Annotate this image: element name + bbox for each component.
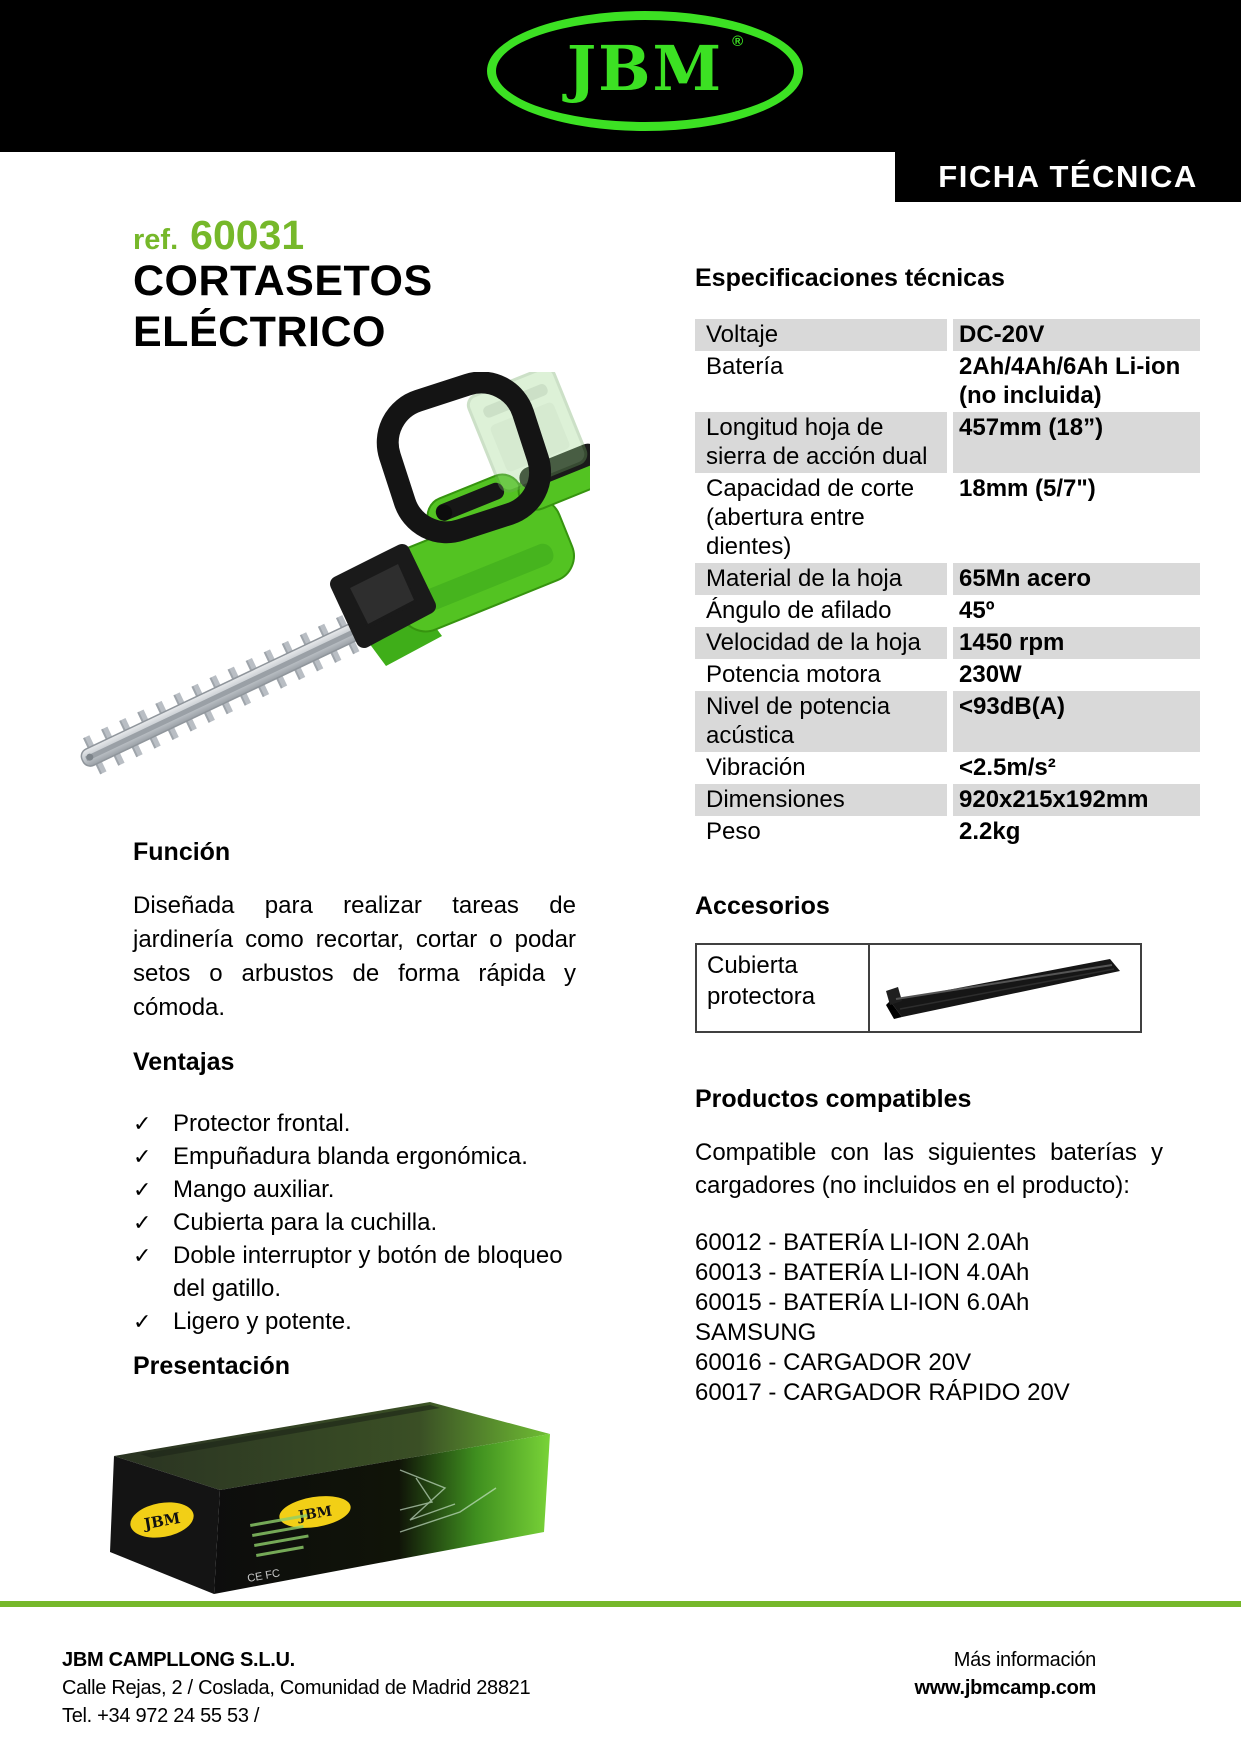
product-title-line1: CORTASETOS: [133, 257, 433, 305]
spec-value: 230W: [959, 661, 1022, 688]
list-item: 60016 - CARGADOR 20V: [695, 1349, 972, 1376]
table-row: [695, 752, 1200, 784]
accessory-table: [695, 943, 1142, 1033]
header-bar: [0, 0, 1241, 152]
specs-section: [695, 264, 1200, 848]
registered-trademark-icon: ®: [732, 33, 746, 50]
product-title: [133, 256, 433, 358]
check-icon: ✓: [133, 1210, 152, 1235]
jbm-logo: [487, 11, 803, 131]
advantage-text: Cubierta para la cuchilla.: [173, 1209, 438, 1236]
ventajas-heading: Ventajas: [133, 1048, 235, 1076]
ficha-tecnica-label: FICHA TÉCNICA: [938, 159, 1198, 194]
check-icon: ✓: [133, 1243, 152, 1268]
table-row: [695, 412, 1200, 473]
spec-value: 457mm (18”): [953, 412, 1200, 473]
compatibles-list: [695, 1228, 1140, 1408]
spec-label: Voltaje: [695, 319, 947, 351]
company-phone: Tel. +34 972 24 55 53 /: [62, 1705, 260, 1727]
spec-value: <2.5m/s²: [959, 754, 1056, 781]
blade-cover-image: [880, 951, 1130, 1025]
list-item: [133, 1173, 585, 1206]
table-row: [695, 627, 1200, 659]
spec-label: Vibración: [706, 754, 806, 781]
spec-label: Longitud hoja de sierra de acción dual: [695, 412, 947, 473]
spec-label: Peso: [706, 818, 761, 845]
ref-label: ref.: [133, 224, 179, 256]
accessory-label: Cubierta protectora: [697, 945, 870, 1031]
jbm-logo-text: [566, 32, 746, 105]
compatibles-heading: Productos compatibles: [695, 1085, 972, 1113]
company-address: Calle Rejas, 2 / Coslada, Comunidad de Madrid 28821: [62, 1677, 531, 1699]
footer-info-block: [915, 1646, 1096, 1702]
check-icon: ✓: [133, 1144, 152, 1169]
table-row: [695, 563, 1200, 595]
presentacion-heading: Presentación: [133, 1352, 291, 1380]
table-row: [695, 816, 1200, 848]
spec-value: 2Ah/4Ah/6Ah Li-ion (no incluida): [959, 353, 1181, 409]
ref-number: 60031: [190, 212, 305, 258]
specs-heading: Especificaciones técnicas: [695, 264, 1005, 292]
spec-label: Potencia motora: [706, 661, 881, 688]
accesorios-heading: Accesorios: [695, 892, 830, 920]
spec-value: DC-20V: [953, 319, 1200, 351]
specs-table: [695, 319, 1200, 848]
spec-label: Batería: [706, 353, 784, 380]
accessory-image-cell: [870, 945, 1140, 1031]
spec-value: 65Mn acero: [953, 563, 1200, 595]
list-item: 60015 - BATERÍA LI-ION 6.0Ah SAMSUNG: [695, 1289, 1030, 1346]
spec-value: 45º: [959, 597, 995, 624]
list-item: [133, 1107, 585, 1140]
advantage-text: Ligero y potente.: [173, 1308, 352, 1335]
list-item: 60013 - BATERÍA LI-ION 4.0Ah: [695, 1259, 1030, 1286]
advantage-text: Doble interruptor y botón de bloqueo del gatillo.: [173, 1242, 563, 1302]
spec-label: Dimensiones: [695, 784, 947, 816]
check-icon: ✓: [133, 1111, 152, 1136]
spec-value: 2.2kg: [959, 818, 1021, 845]
list-item: 60017 - CARGADOR RÁPIDO 20V: [695, 1379, 1070, 1406]
table-row: [695, 473, 1200, 563]
funcion-section: [133, 838, 576, 1025]
spec-label: Velocidad de la hoja: [695, 627, 947, 659]
accesorios-section: [695, 892, 1142, 1033]
spec-label: Ángulo de afilado: [706, 597, 892, 624]
spec-label: Capacidad de corte (abertura entre dientes): [706, 475, 915, 560]
table-row: [695, 659, 1200, 691]
company-name: JBM CAMPLLONG S.L.U.: [62, 1649, 295, 1671]
reference-line: [133, 212, 304, 259]
footer-company-block: [62, 1646, 530, 1730]
spec-value: <93dB(A): [953, 691, 1200, 752]
compatibles-section: [695, 1085, 1163, 1408]
spec-value: 18mm (5/7"): [959, 475, 1096, 502]
more-info-label: Más información: [953, 1649, 1096, 1671]
table-row: [695, 691, 1200, 752]
jbm-logo-word: JBM: [566, 32, 724, 105]
spec-label: Nivel de potencia acústica: [695, 691, 947, 752]
table-row: [695, 595, 1200, 627]
ficha-tecnica-banner: [895, 152, 1241, 202]
hedge-trimmer-image: [50, 372, 590, 802]
svg-text:JBM: JBM: [142, 1508, 182, 1534]
advantage-text: Empuñadura blanda ergonómica.: [173, 1143, 528, 1170]
svg-text:CE FC: CE FC: [246, 1567, 282, 1585]
list-item: [133, 1239, 585, 1305]
list-item: [133, 1140, 585, 1173]
compatibles-intro: Compatible con las siguientes baterías y cargadores (no incluidos en el producto):: [695, 1139, 1163, 1199]
check-icon: ✓: [133, 1177, 152, 1202]
funcion-text: Diseñada para realizar tareas de jardinería como recortar, cortar o podar setos o arbustos de forma rápida y cómoda.: [133, 892, 576, 1021]
list-item: [133, 1206, 585, 1239]
advantages-list: [133, 1107, 585, 1338]
svg-text:JBM: JBM: [297, 1503, 334, 1525]
ventajas-section: [133, 1048, 585, 1338]
list-item: 60012 - BATERÍA LI-ION 2.0Ah: [695, 1229, 1030, 1256]
funcion-heading: Función: [133, 838, 231, 866]
list-item: [133, 1305, 585, 1338]
product-title-line2: ELÉCTRICO: [133, 308, 386, 356]
table-row: [695, 319, 1200, 351]
packaging-box-image: [100, 1392, 570, 1597]
table-row: [695, 351, 1200, 412]
spec-label: Material de la hoja: [695, 563, 947, 595]
advantage-text: Mango auxiliar.: [173, 1176, 335, 1203]
advantage-text: Protector frontal.: [173, 1110, 351, 1137]
table-row: [695, 784, 1200, 816]
check-icon: ✓: [133, 1309, 152, 1334]
footer-divider: [0, 1601, 1241, 1607]
spec-value: 1450 rpm: [953, 627, 1200, 659]
website-url: www.jbmcamp.com: [914, 1677, 1096, 1699]
spec-value: 920x215x192mm: [953, 784, 1200, 816]
